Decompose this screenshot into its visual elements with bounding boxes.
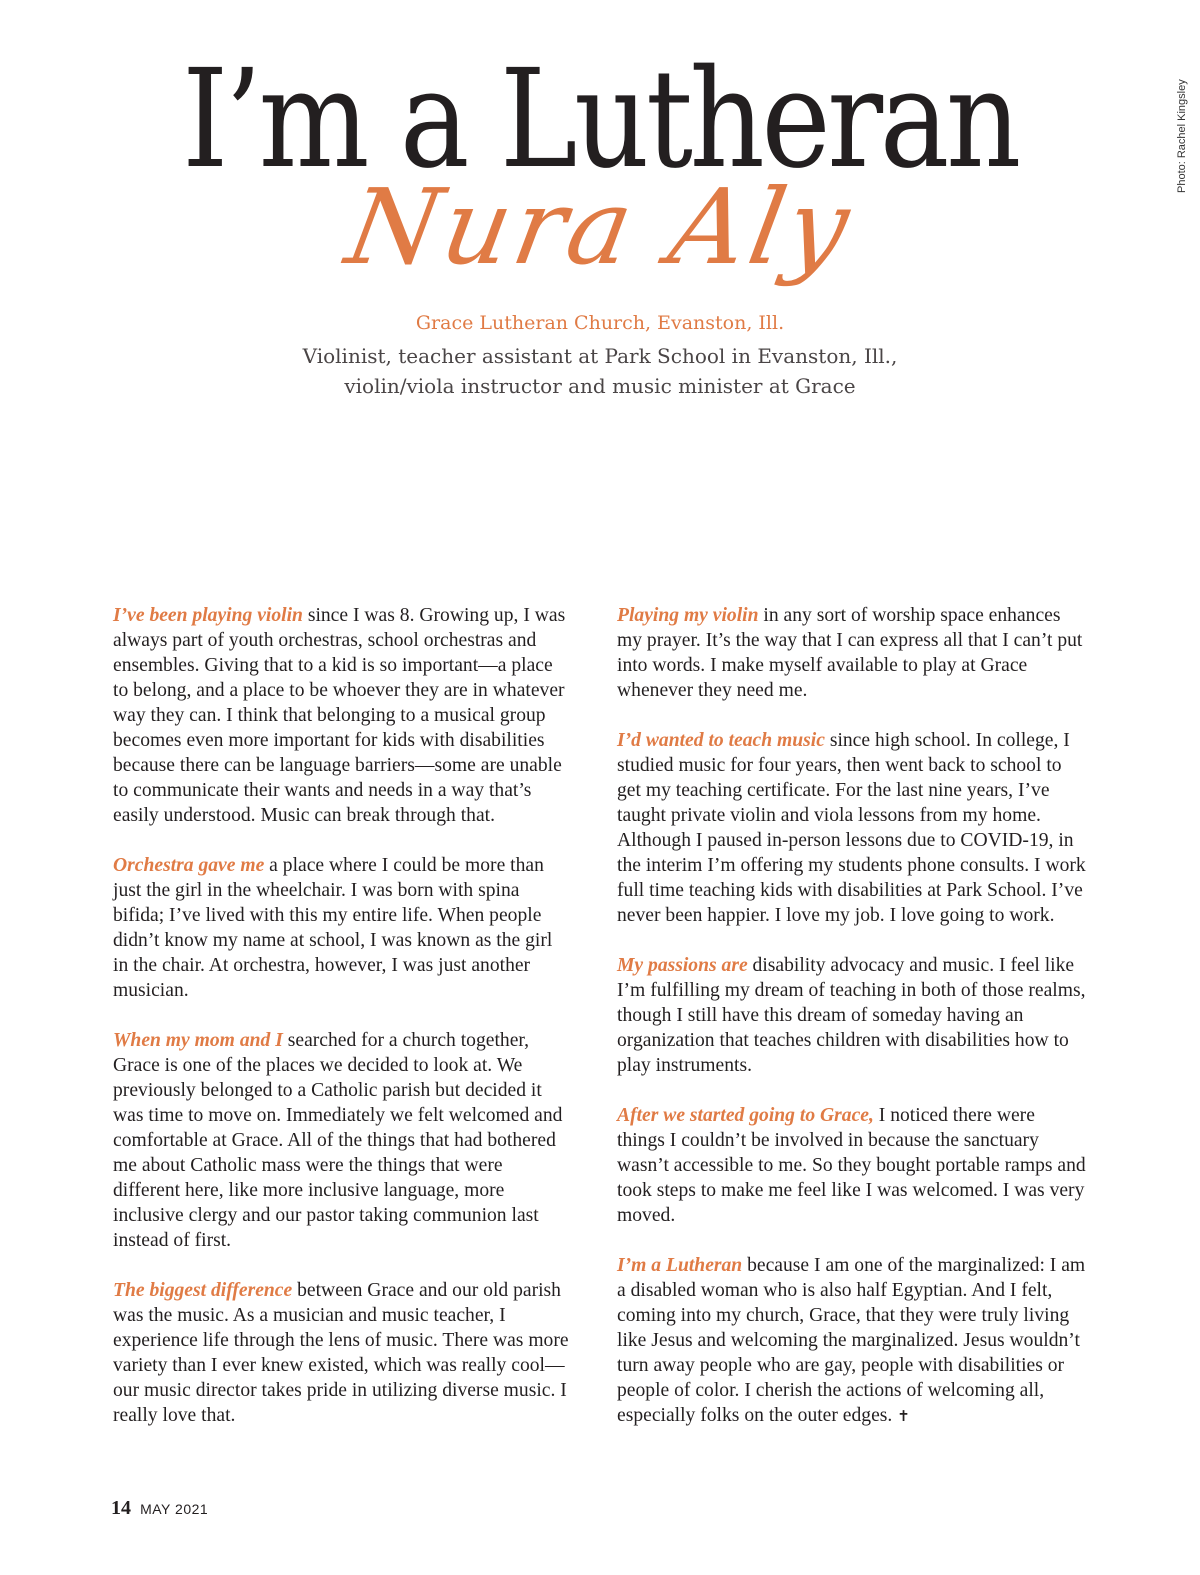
role-line-2: violin/viola instructor and music minister at Grace (344, 374, 856, 398)
page-footer (111, 1497, 208, 1520)
paragraph (113, 853, 571, 1003)
paragraph (617, 728, 1087, 928)
paragraph (113, 603, 571, 828)
paragraph (617, 1253, 1087, 1429)
cross-end-mark-icon: ✝ (897, 1407, 910, 1425)
right-column (617, 603, 1087, 1454)
issue-date: MAY 2021 (140, 1501, 209, 1517)
paragraph-lead: After we started going to Grace, (617, 1105, 874, 1126)
paragraph-lead: I’ve been playing violin (113, 605, 303, 626)
paragraph-text: a place where I could be more than just the girl in the wheelchair. I was born with spina bifida; I’ve lived with this my entire life. When people didn’t know my name at school, I was known as the girl in the chair. At orchestra, however, I was just another musician. (113, 855, 553, 1001)
paragraph-text: in any sort of worship space enhances my prayer. It’s the way that I can express all that I can’t put into words. I make myself available to play at Grace whenever they need me. (617, 605, 1083, 701)
page-number: 14 (111, 1497, 131, 1519)
paragraph-text: disability advocacy and music. I feel like I’m fulfilling my dream of teaching in both of those realms, though I still have this dream of someday having an organization that teaches children with disabilities how to play instruments. (617, 955, 1086, 1076)
paragraph-text: because I am one of the marginalized: I am a disabled woman who is also half Egyptian. And I felt, coming into my church, Grace, that they were truly living like Jesus and welcoming the marginalized. Jesus wouldn’t turn away people who are gay, people with disabilities or people of color. I cherish the actions of welcoming all, especially folks on the outer edges. (617, 1255, 1086, 1426)
paragraph-lead: My passions are (617, 955, 748, 976)
role-line-1: Violinist, teacher assistant at Park School in Evanston, Ill., (302, 344, 898, 368)
paragraph-text: since high school. In college, I studied music for four years, then went back to school to get my teaching certificate. For the last nine years, I’ve taught private violin and viola lessons from my home. Although I paused in-person lessons due to COVID-19, in the interim I’m offering my students phone consults. I work full time teaching kids with disabilities at Park School. I’ve never been happier. I love my job. I love going to work. (617, 730, 1086, 926)
paragraph-lead: When my mom and I (113, 1030, 283, 1051)
paragraph (113, 1028, 571, 1253)
paragraph (617, 603, 1087, 703)
church-line: Grace Lutheran Church, Evanston, Ill. (415, 312, 785, 334)
paragraph-lead: I’m a Lutheran (617, 1255, 743, 1276)
left-column (113, 603, 571, 1453)
paragraph (617, 1103, 1087, 1228)
page-title: I’m a Lutheran (182, 41, 1018, 199)
paragraph-lead: The biggest difference (113, 1280, 293, 1301)
paragraph-text: between Grace and our old parish was the music. As a musician and music teacher, I experience life through the lens of music. There was more variety than I ever knew existed, which was really cool—our music director takes pride in utilizing diverse music. I really love that. (113, 1280, 569, 1426)
paragraph-lead: I’d wanted to teach music (617, 730, 825, 751)
profile-name: Nura Aly (338, 166, 862, 288)
photo-credit: Photo: Rachel Kingsley (1176, 79, 1188, 193)
paragraph-text: searched for a church together, Grace is one of the places we decided to look at. We previously belonged to a Catholic parish but decided it was time to move on. Immediately we felt welcomed and comfortable at Grace. All of the things that had bothered me about Catholic mass were the things that were different here, like more inclusive language, more inclusive clergy and our pastor taking communion last instead of first. (113, 1030, 563, 1251)
paragraph (617, 953, 1087, 1078)
paragraph-text: since I was 8. Growing up, I was always part of youth orchestras, school orchestras and ensembles. Giving that to a kid is so important—a place to belong, and a place to be whoever they are in whatever way they can. I think that belonging to a musical group becomes even more important for kids with disabilities because there can be language barriers—some are unable to communicate their wants and needs in a way that’s easily understood. Music can break through that. (113, 605, 566, 826)
paragraph-lead: Playing my violin (617, 605, 759, 626)
paragraph-lead: Orchestra gave me (113, 855, 265, 876)
paragraph-text: I noticed there were things I couldn’t be involved in because the sanctuary wasn’t accessible to me. So they bought portable ramps and took steps to make me feel like I was welcomed. I was very moved. (617, 1105, 1086, 1226)
paragraph (113, 1278, 571, 1428)
